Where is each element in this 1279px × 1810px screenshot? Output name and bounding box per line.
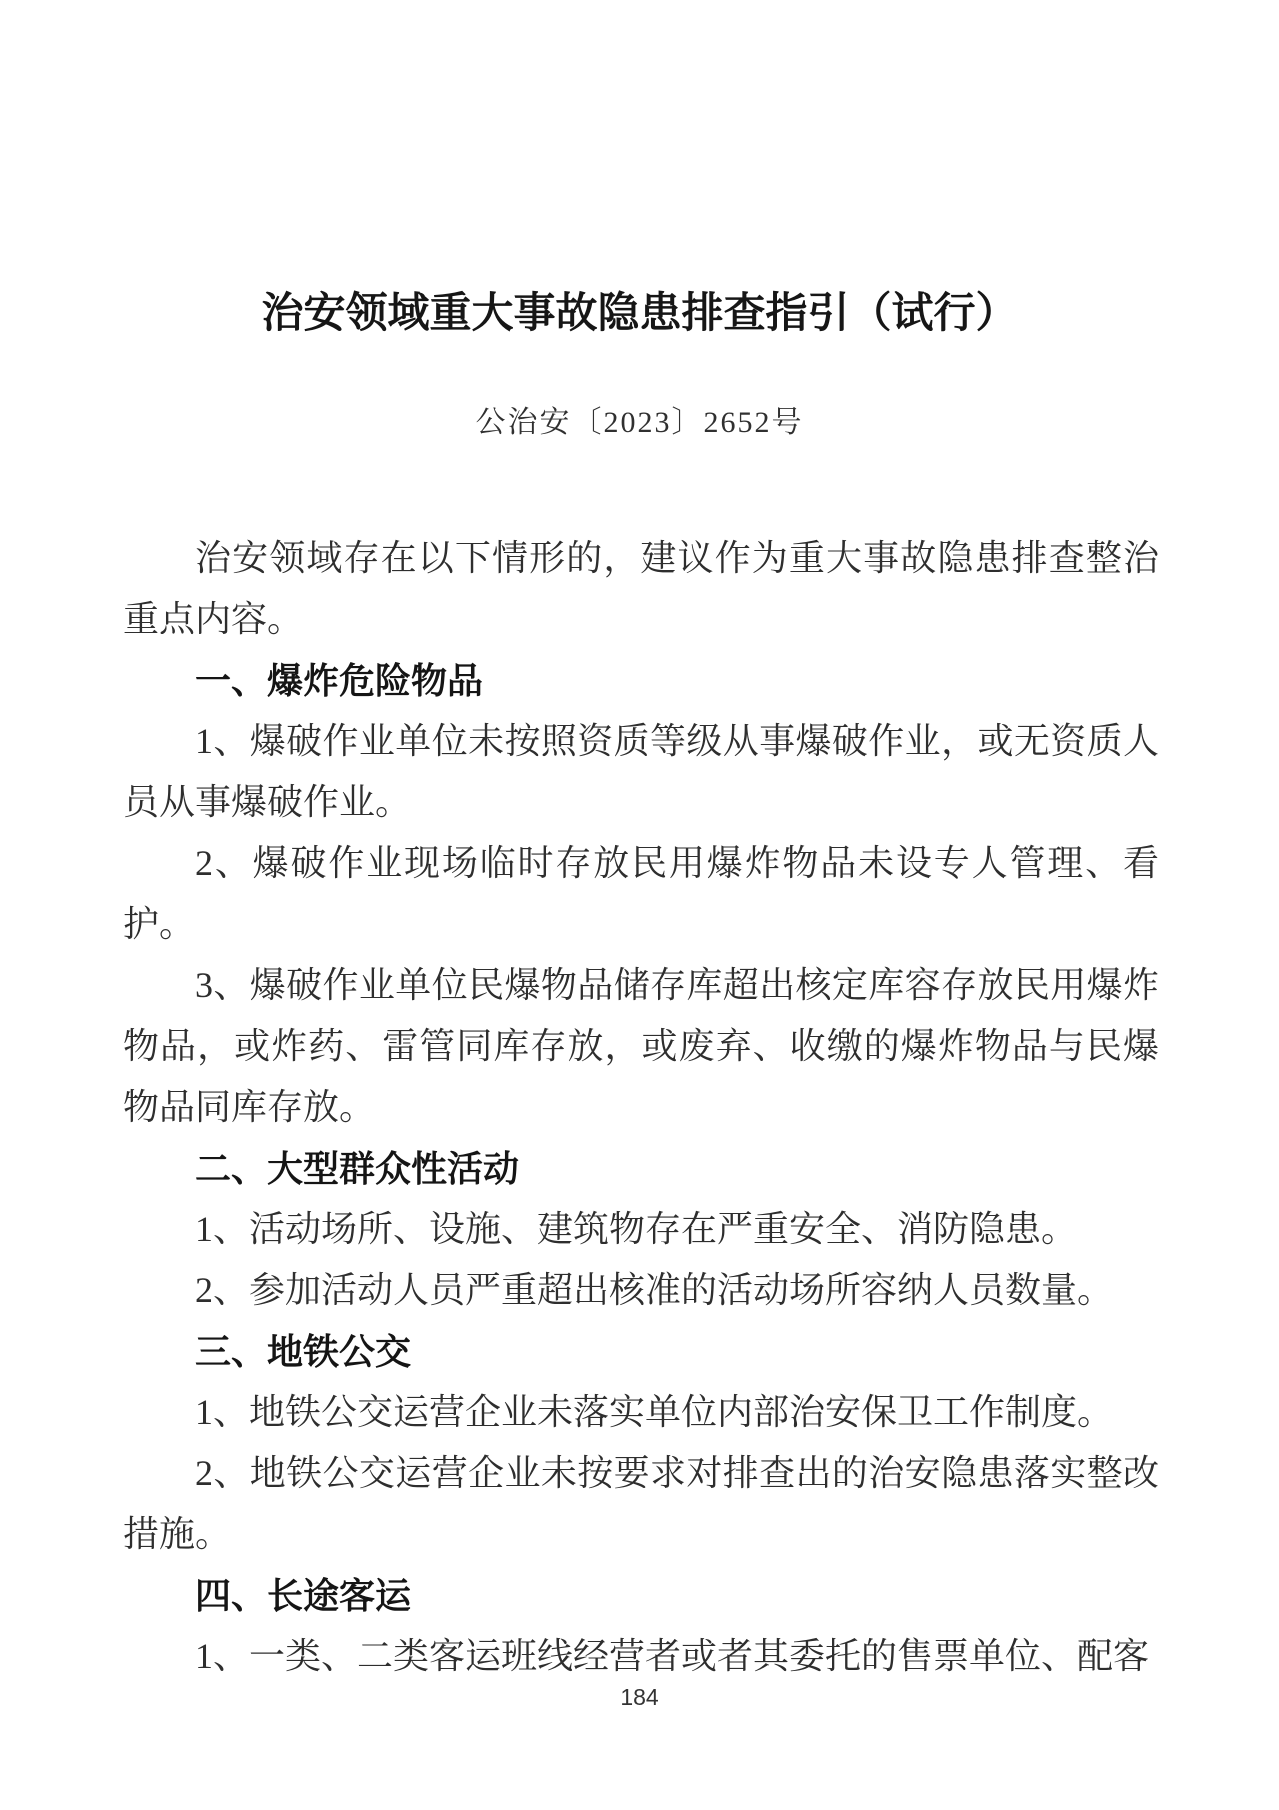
section-long-distance-item-1: 1、一类、二类客运班线经营者或者其委托的售票单位、配客 — [195, 1636, 1150, 1676]
section-metro-bus-item-2: 2、地铁公交运营企业未按要求对排查出的治安隐患落实整改措施。 — [123, 1453, 1159, 1554]
section-heading-mass-events: 二、大型群众性活动 — [195, 1148, 520, 1189]
section-mass-events-item-2: 2、参加活动人员严重超出核准的活动场所容纳人员数量。 — [195, 1270, 1114, 1310]
section-metro-bus-item-1: 1、地铁公交运营企业未落实单位内部治安保卫工作制度。 — [195, 1392, 1114, 1432]
document-number: 公治安〔2023〕2652号 — [475, 406, 804, 439]
section-mass-events-item-1: 1、活动场所、设施、建筑物存在严重安全、消防隐患。 — [195, 1209, 1078, 1249]
section-explosives-item-3: 3、爆破作业单位民爆物品储存库超出核定库容存放民用爆炸物品，或炸药、雷管同库存放，或废弃、收缴的爆炸物品与民爆物品同库存放。 — [123, 965, 1159, 1127]
intro-paragraph: 治安领域存在以下情形的，建议作为重大事故隐患排查整治重点内容。 — [123, 538, 1159, 639]
document-title: 治安领域重大事故隐患排查指引（试行） — [261, 289, 1018, 336]
section-heading-long-distance-transport: 四、长途客运 — [195, 1575, 412, 1616]
document-body — [0, 528, 1279, 1687]
section-explosives-item-2: 2、爆破作业现场临时存放民用爆炸物品未设专人管理、看护。 — [123, 843, 1159, 944]
section-heading-explosives: 一、爆炸危险物品 — [195, 660, 484, 701]
section-explosives-item-1: 1、爆破作业单位未按照资质等级从事爆破作业，或无资质人员从事爆破作业。 — [123, 721, 1159, 822]
section-heading-metro-bus: 三、地铁公交 — [195, 1331, 412, 1372]
page-number: 184 — [620, 1684, 659, 1710]
